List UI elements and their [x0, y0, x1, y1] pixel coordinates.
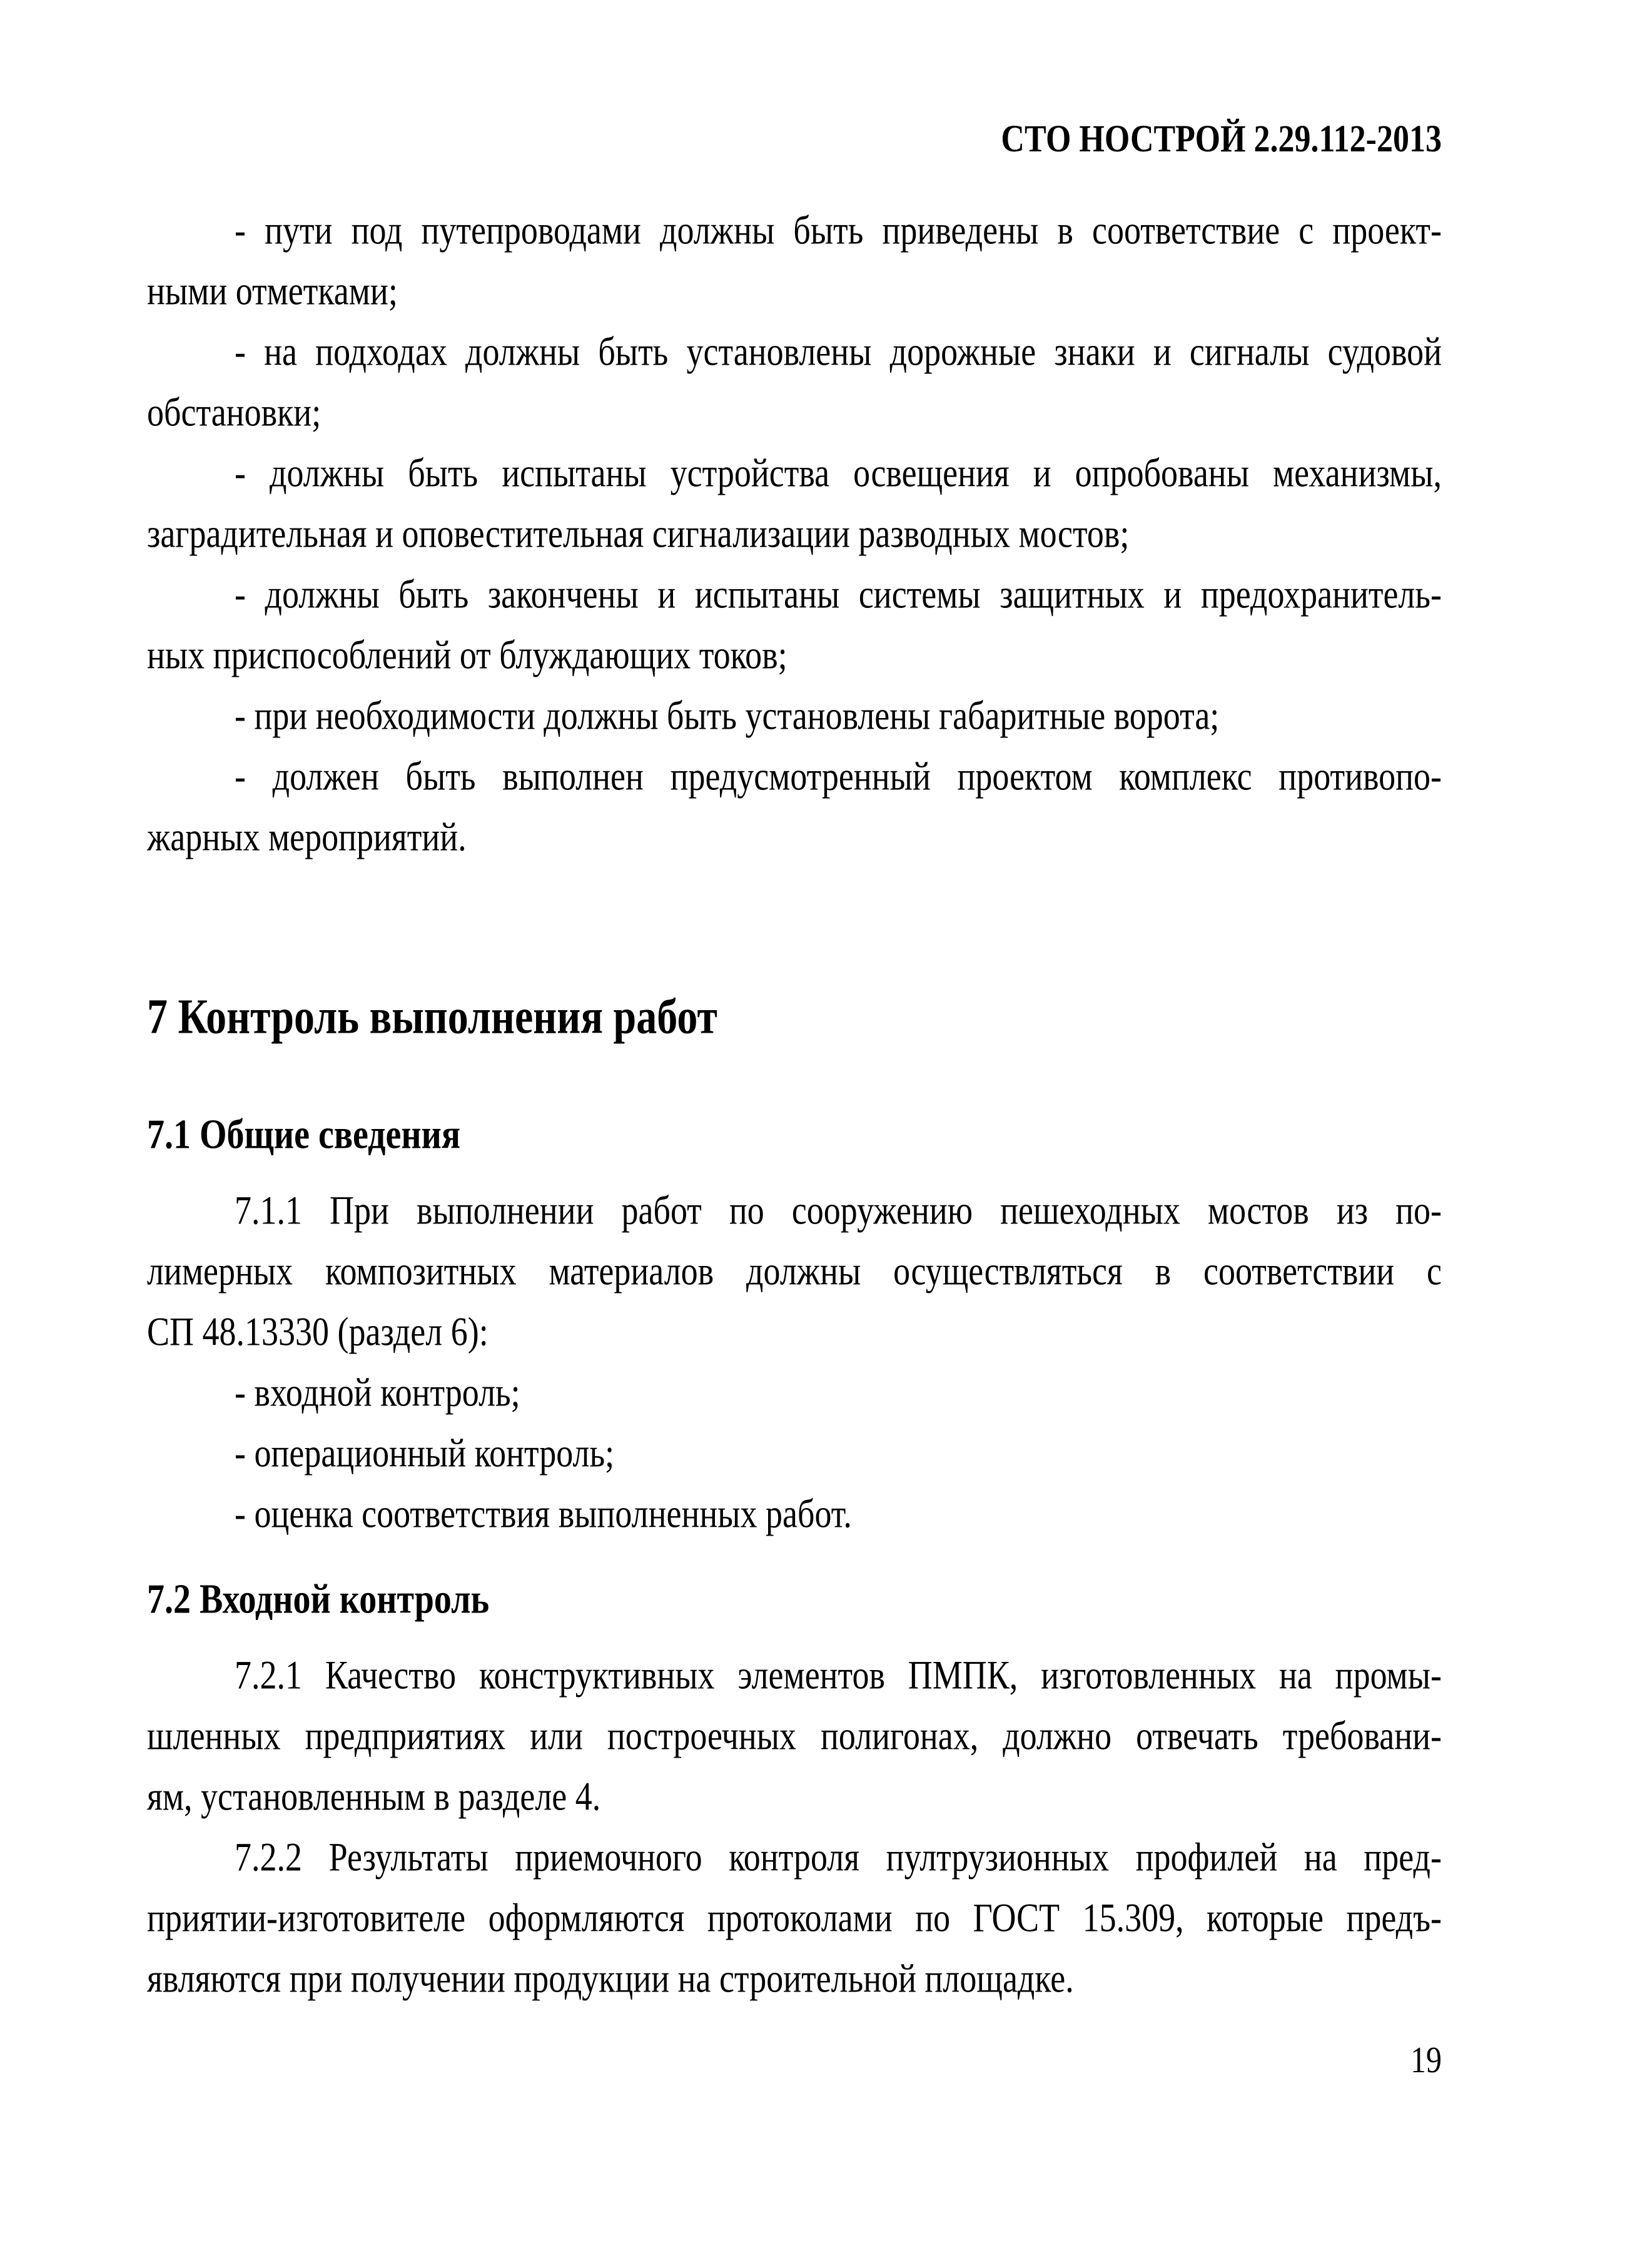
text-line: 7.2 Входной контроль — [147, 1576, 490, 1623]
text-line: - оценка соответствия выполненных работ. — [235, 1491, 852, 1536]
text-line: 7.2.1 Качество конструктивных элементов ПМПК, изготовленных на промы- — [235, 1652, 1442, 1698]
list-paragraph — [147, 1362, 1442, 1423]
list-paragraph — [147, 321, 1442, 443]
subsection-heading — [147, 1569, 1442, 1630]
paragraph — [147, 1645, 1442, 1827]
text-line: ными отметками; — [147, 268, 398, 313]
text-line: приятии-изготовителе оформляются протоколами по ГОСТ 15.309, которые предъ- — [147, 1895, 1442, 1940]
text-line: - на подходах должны быть установлены дорожные знаки и сигналы судовой — [235, 328, 1442, 374]
text-line: СП 48.13330 (раздел 6): — [147, 1309, 489, 1354]
list-paragraph — [147, 686, 1442, 746]
list-paragraph — [147, 200, 1442, 321]
text-line: - должны быть закончены и испытаны системы защитных и предохранитель- — [235, 571, 1442, 617]
text-line: жарных мероприятий. — [147, 814, 467, 859]
text-line: - должен быть выполнен предусмотренный проектом комплекс противопо- — [235, 753, 1442, 799]
document-code-header: СТО НОСТРОЙ 2.29.112-2013 — [1001, 118, 1442, 161]
text-line: 7 Контроль выполнения работ — [147, 989, 717, 1045]
list-paragraph — [147, 1484, 1442, 1544]
text-line: шленных предприятиях или построечных полигонах, должно отвечать требовани- — [147, 1713, 1442, 1758]
document-body — [147, 200, 1442, 2009]
text-line: лимерных композитных материалов должны осуществляться в соответствии с — [147, 1248, 1442, 1293]
text-line: 7.1.1 При выполнении работ по сооружению пешеходных мостов из по- — [235, 1187, 1442, 1233]
page-number: 19 — [1410, 2038, 1442, 2081]
text-line: - должны быть испытаны устройства освещения и опробованы механизмы, — [235, 450, 1442, 495]
paragraph — [147, 1827, 1442, 2009]
text-line: ных приспособлений от блуждающих токов; — [147, 632, 787, 677]
text-line: ям, установленным в разделе 4. — [147, 1773, 601, 1819]
list-paragraph — [147, 1423, 1442, 1484]
paragraph — [147, 1180, 1442, 1362]
list-paragraph — [147, 443, 1442, 564]
text-line: заградительная и оповестительная сигнализации разводных мостов; — [147, 510, 1130, 556]
text-line: - входной контроль; — [235, 1369, 520, 1415]
text-line: являются при получении продукции на строительной площадке. — [147, 1955, 1074, 2001]
text-line: обстановки; — [147, 389, 321, 435]
text-line: - операционный контроль; — [235, 1430, 615, 1476]
text-line: 7.1 Общие сведения — [147, 1111, 461, 1158]
section-heading — [147, 986, 1442, 1047]
text-line: - при необходимости должны быть установлены габаритные ворота; — [235, 692, 1220, 738]
list-paragraph — [147, 746, 1442, 868]
text-line: 7.2.2 Результаты приемочного контроля пултрузионных профилей на пред- — [235, 1834, 1442, 1880]
subsection-heading — [147, 1105, 1442, 1165]
list-paragraph — [147, 564, 1442, 686]
text-line: - пути под путепроводами должны быть приведены в соответствие с проект- — [235, 207, 1442, 253]
